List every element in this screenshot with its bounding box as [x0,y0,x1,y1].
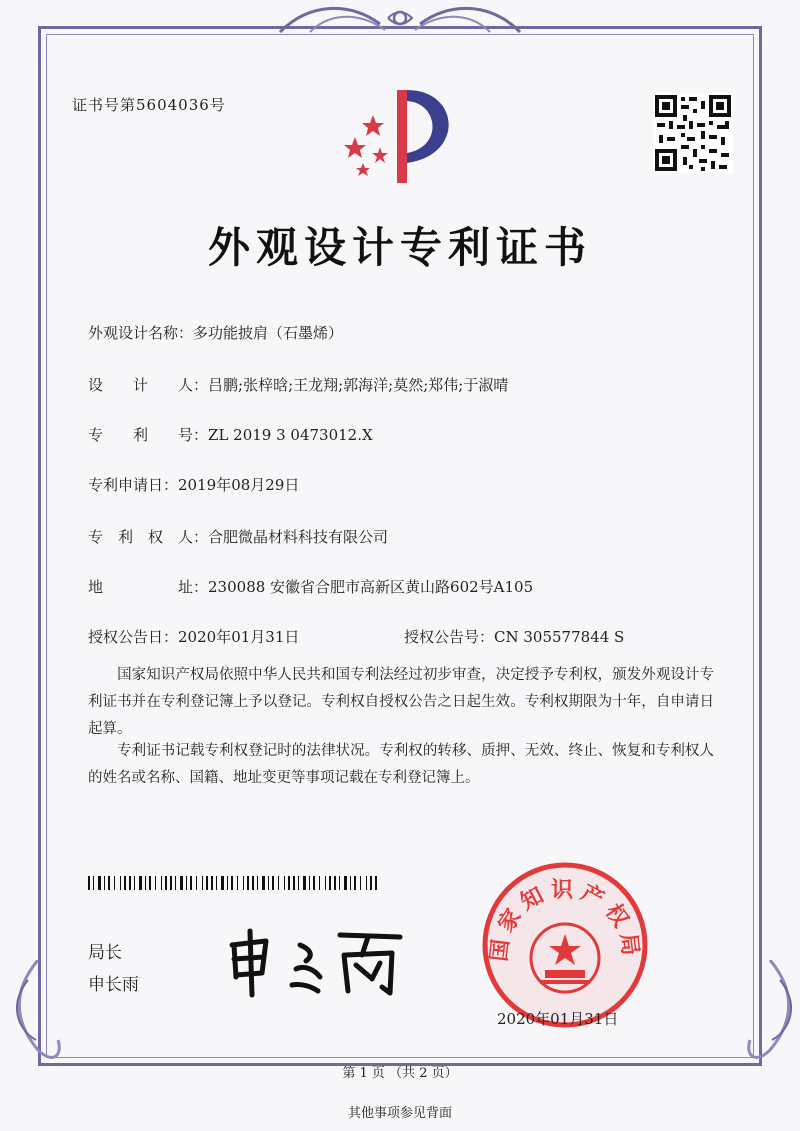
address-row [88,576,533,597]
address-label: 地 址： [88,578,209,596]
patentee-label: 专 利 权 人： [88,528,209,546]
designers-value: 吕鹏;张梓晗;王龙翔;郭海洋;莫然;郑伟;于淑晴 [208,376,509,394]
legal-status-paragraph: 专利证书记载专利权登记时的法律状况。专利权的转移、质押、无效、终止、恢复和专利权人的姓名或名称、国籍、地址变更等事项记载在专利登记簿上。 [88,743,714,786]
left-ornament [8,960,68,1070]
grant-number-value: CN 305577844 S [494,628,625,646]
grant-statement-paragraph: 国家知识产权局依照中华人民共和国专利法经过初步审查，决定授予专利权，颁发外观设计专利证书并在专利登记簿上予以登记。专利权自授权公告之日起生效。专利权期限为十年，自申请日起算。 [88,667,714,737]
signatory-name: 申长雨 [88,975,139,995]
page-indicator: 第 1 页 （共 2 页） [342,1066,458,1081]
official-seal [480,860,650,1030]
patent-number-label: 专 利 号： [88,426,209,444]
seal-date: 2020年01月31日 [497,1010,619,1028]
certificate-number: 证书号第5604036号 [72,96,226,114]
design-name-row [88,322,343,343]
designers-label: 设 计 人： [88,376,209,394]
designers-row [88,374,508,395]
qr-code [653,93,733,173]
svg-text:国家知识产权局: 国家知识产权局 [486,878,644,963]
patentee-value: 合肥微晶材料科技有限公司 [208,528,389,546]
patent-number-value: ZL 2019 3 0473012.X [208,426,373,444]
right-ornament [740,960,800,1070]
grant-date-row [88,626,299,647]
address-value: 230088 安徽省合肥市高新区黄山路602号A105 [208,578,534,596]
patentee-row [88,526,388,547]
design-name-value: 多功能披肩（石墨烯） [193,324,344,342]
grant-date-value: 2020年01月31日 [178,628,300,646]
barcode [88,876,378,890]
design-name-label: 外观设计名称： [88,324,194,342]
patent-office-logo [335,85,470,190]
grant-number-label: 授权公告号： [404,628,495,646]
handwritten-signature [222,925,412,1000]
grant-date-label: 授权公告日： [88,628,179,646]
footer-note: 其他事项参见背面 [347,1106,452,1121]
grant-number-row [404,626,624,647]
signatory-title: 局长 [88,943,122,963]
patent-number-row [88,424,373,445]
certificate-title: 外观设计专利证书 [207,223,592,272]
filing-date-row [88,474,299,495]
top-ornament [270,2,530,38]
filing-date-value: 2019年08月29日 [178,476,300,494]
filing-date-label: 专利申请日： [88,476,179,494]
